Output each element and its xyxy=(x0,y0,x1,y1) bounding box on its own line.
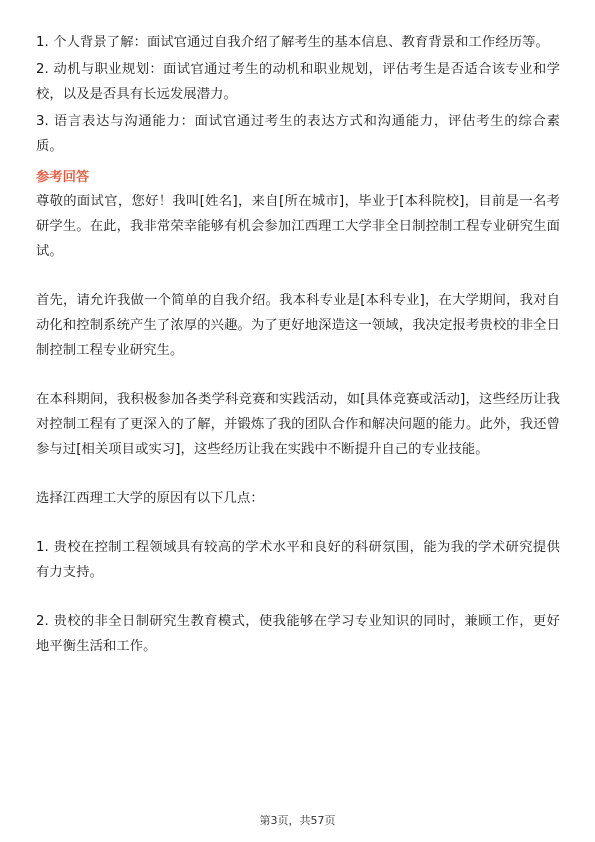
paragraph-greeting: 尊敬的面试官，您好！我叫[姓名]，来自[所在城市]，毕业于[本科院校]，目前是一名考研学生。在此，我非常荣幸能够有机会参加江西理工大学非全日制控制工程专业研究生面试。 xyxy=(36,194,560,259)
intro-list-item-2: 2. 动机与职业规划：面试官通过考生的动机和职业规划，评估考生是否适合该专业和学校，以及是否具有长远发展潜力。 xyxy=(36,62,560,102)
page-number-footer: 第3页，共57页 xyxy=(259,814,336,827)
intro-list-item-3: 3. 语言表达与沟通能力：面试官通过考生的表达方式和沟通能力，评估考生的综合素质。 xyxy=(36,114,560,154)
paragraph-spacer xyxy=(36,462,560,486)
document-body xyxy=(36,30,560,659)
paragraph-introduction: 首先，请允许我做一个简单的自我介绍。我本科专业是[本科专业]，在大学期间，我对自动化和控制系统产生了浓厚的兴趣。为了更好地深造这一领域，我决定报考贵校的非全日制控制工程专业研究生。 xyxy=(36,293,560,358)
paragraph-spacer xyxy=(36,585,560,609)
paragraph-spacer xyxy=(36,511,560,535)
paragraph-reason-1: 1. 贵校在控制工程领域具有较高的学术水平和良好的科研氛围，能为我的学术研究提供有力支持。 xyxy=(36,540,560,580)
paragraph-experience: 在本科期间，我积极参加各类学科竞赛和实践活动，如[具体竞赛或活动]，这些经历让我对控制工程有了更深入的了解，并锻炼了我的团队合作和解决问题的能力。此外，我还曾参与过[相关项目或实习]，这些经历让我在实践中不断提升自己的专业技能。 xyxy=(36,392,560,457)
paragraph-spacer xyxy=(36,363,560,387)
intro-list-item-1: 1. 个人背景了解：面试官通过自我介绍了解考生的基本信息、教育背景和工作经历等。 xyxy=(36,35,549,50)
paragraph-reasons-lead: 选择江西理工大学的原因有以下几点： xyxy=(36,491,264,506)
section-heading: 参考回答 xyxy=(36,170,90,185)
paragraph-spacer xyxy=(36,264,560,288)
paragraph-reason-2: 2. 贵校的非全日制研究生教育模式，使我能够在学习专业知识的同时，兼顾工作，更好地平衡生活和工作。 xyxy=(36,614,560,654)
